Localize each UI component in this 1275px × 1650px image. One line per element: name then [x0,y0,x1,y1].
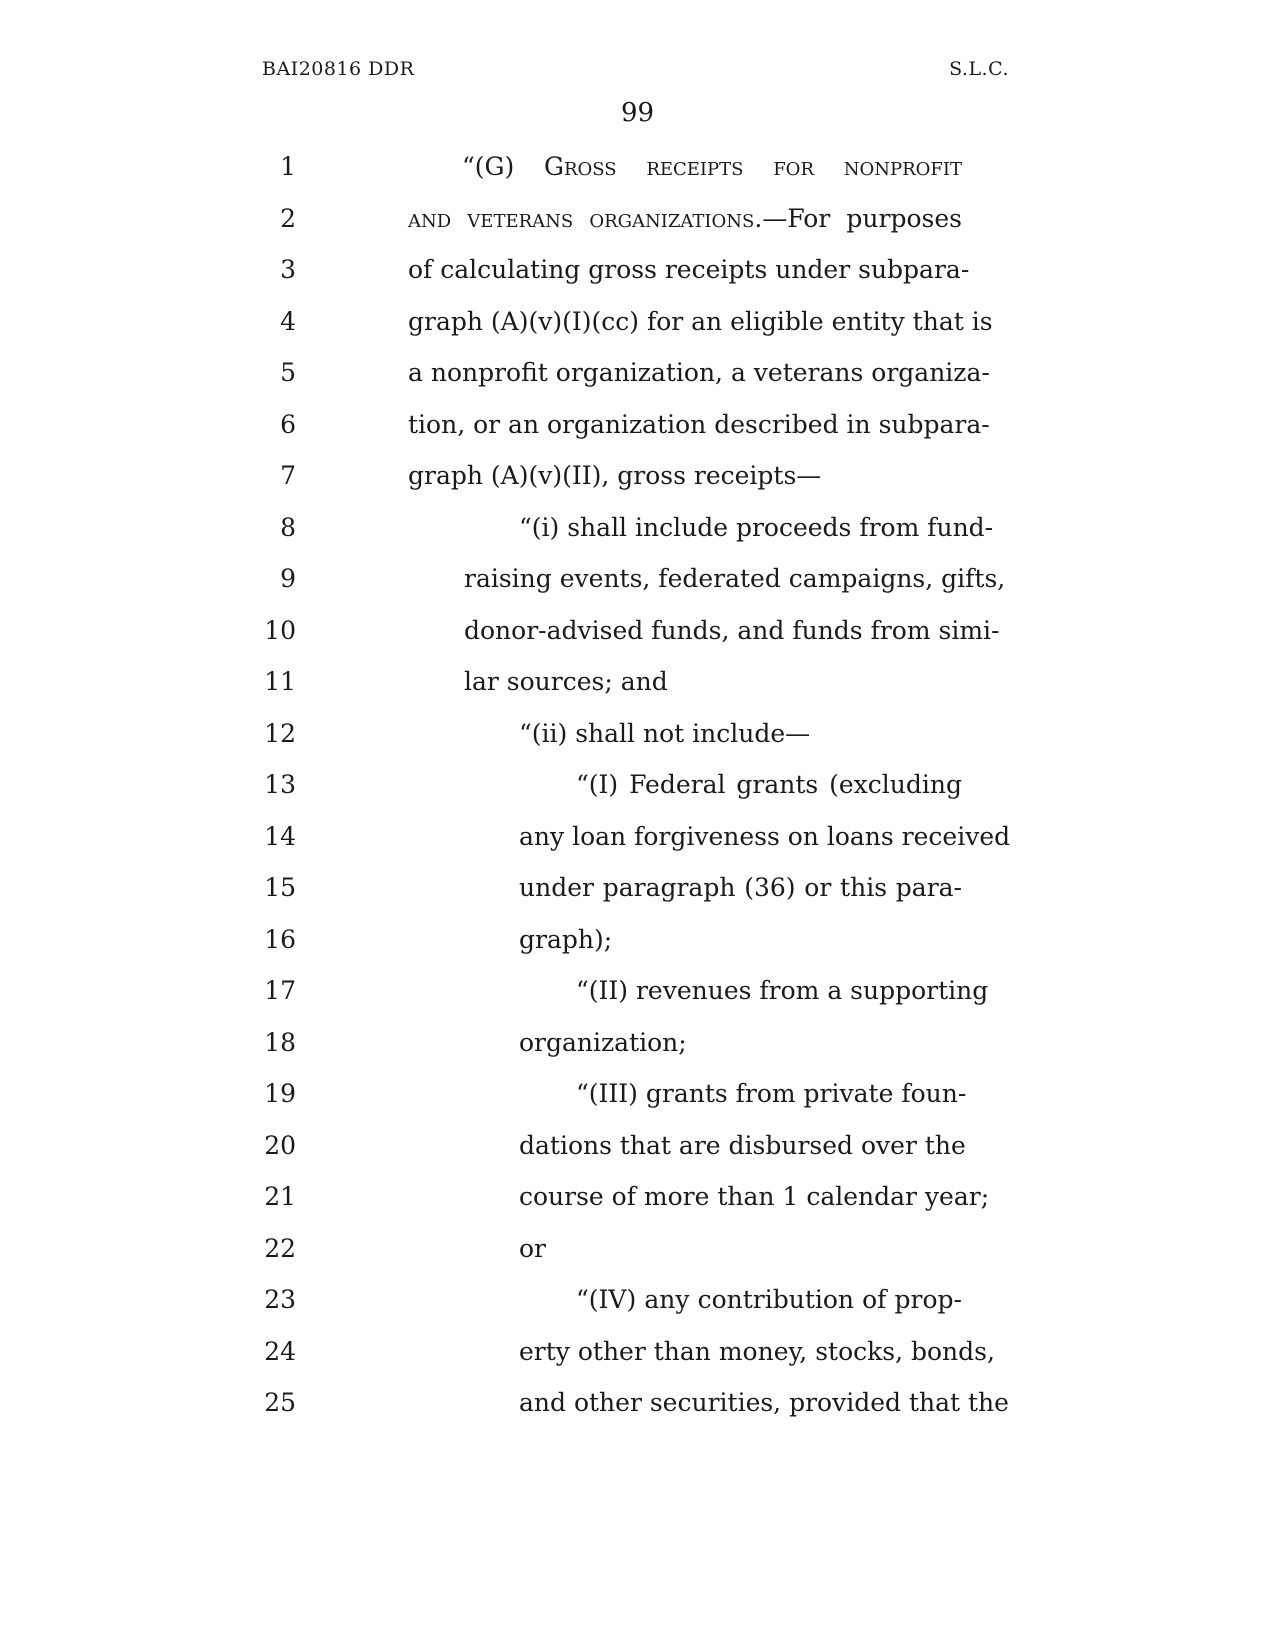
line-number: 19 [264,1079,296,1108]
line-text: “(III) grants from private foun- [576,1079,967,1108]
bill-line [0,140,1275,194]
line-text: “(II) revenues from a supporting [576,976,989,1005]
line-number: 8 [280,512,296,542]
bill-line [0,346,1275,400]
line-number: 2 [280,203,296,233]
line-number: 15 [264,873,296,902]
bill-line [0,707,1275,761]
line-text: of calculating gross receipts under subpara- [408,255,970,284]
line-text: a nonprofit organization, a veterans organiza- [408,358,990,387]
bill-line [0,604,1275,658]
line-number: 24 [264,1336,296,1366]
bill-line [0,501,1275,555]
line-text: graph); [519,924,613,954]
line-text: any loan forgiveness on loans received [519,821,1011,851]
line-number: 17 [264,976,296,1005]
bill-line [0,398,1275,452]
bill-line [0,295,1275,349]
line-text: tion, or an organization described in subpara- [408,409,990,439]
bill-line [0,655,1275,709]
line-text: “(IV) any contribution of prop- [576,1285,962,1314]
line-text: erty other than money, stocks, bonds, [519,1336,995,1366]
line-text: or [519,1233,547,1263]
line-text [462,140,962,194]
line-text: “(ii) shall not include— [519,718,811,748]
line-number: 3 [280,255,296,284]
line-text: lar sources; and [464,667,668,696]
line-text: course of more than 1 calendar year; [519,1182,990,1211]
bill-line [0,861,1275,915]
line-text: dations that are disbursed over the [519,1130,966,1160]
line-text: graph (A)(v)(I)(cc) for an eligible entity that is [408,306,993,336]
page-number: 99 [620,98,655,128]
line-number: 20 [264,1130,296,1160]
line-number: 6 [280,409,296,439]
bill-line [0,1067,1275,1121]
line-text: donor-advised funds, and funds from simi- [464,615,1000,645]
small-caps-heading: ross receipts for nonprofit [563,152,962,181]
bill-line [0,964,1275,1018]
line-text-part: “(G) G [462,152,564,181]
bill-line [0,243,1275,297]
line-number: 10 [264,615,296,645]
line-text: raising events, federated campaigns, gifts, [464,564,1006,593]
line-number: 23 [264,1285,296,1314]
line-number: 7 [280,461,296,490]
line-text-part: .—For purposes [754,203,962,233]
bill-line [0,1119,1275,1173]
bill-line [0,1016,1275,1070]
line-text: graph (A)(v)(II), gross receipts— [408,461,822,490]
bill-line [0,913,1275,967]
bill-line [0,1325,1275,1379]
line-number: 11 [264,667,296,696]
line-number: 22 [264,1233,296,1263]
line-number: 25 [264,1388,296,1417]
bill-line [0,810,1275,864]
line-number: 5 [280,358,296,387]
bill-line [0,192,1275,246]
bill-line [0,1222,1275,1276]
line-text: “(I) Federal grants (excluding [576,770,962,799]
line-text: organization; [519,1027,687,1057]
line-text: “(i) shall include proceeds from fund- [519,512,994,542]
line-text: under paragraph (36) or this para- [519,873,962,902]
bill-line [0,1376,1275,1430]
line-number: 14 [264,821,296,851]
line-number: 13 [264,770,296,799]
line-number: 4 [280,306,296,336]
line-number: 12 [264,718,296,748]
bill-line [0,1170,1275,1224]
line-number: 1 [280,152,296,181]
line-number: 18 [264,1027,296,1057]
line-text [408,192,962,246]
bill-line [0,552,1275,606]
document-code: S.L.C. [949,58,1009,80]
bill-line [0,1273,1275,1327]
small-caps-heading: and veterans organizations [408,203,755,233]
line-text: and other securities, provided that the [519,1388,1009,1417]
line-number: 21 [264,1182,296,1211]
bill-line [0,449,1275,503]
document-id: BAI20816 DDR [262,58,415,80]
line-number: 16 [264,924,296,954]
line-number: 9 [280,564,296,593]
bill-line [0,758,1275,812]
